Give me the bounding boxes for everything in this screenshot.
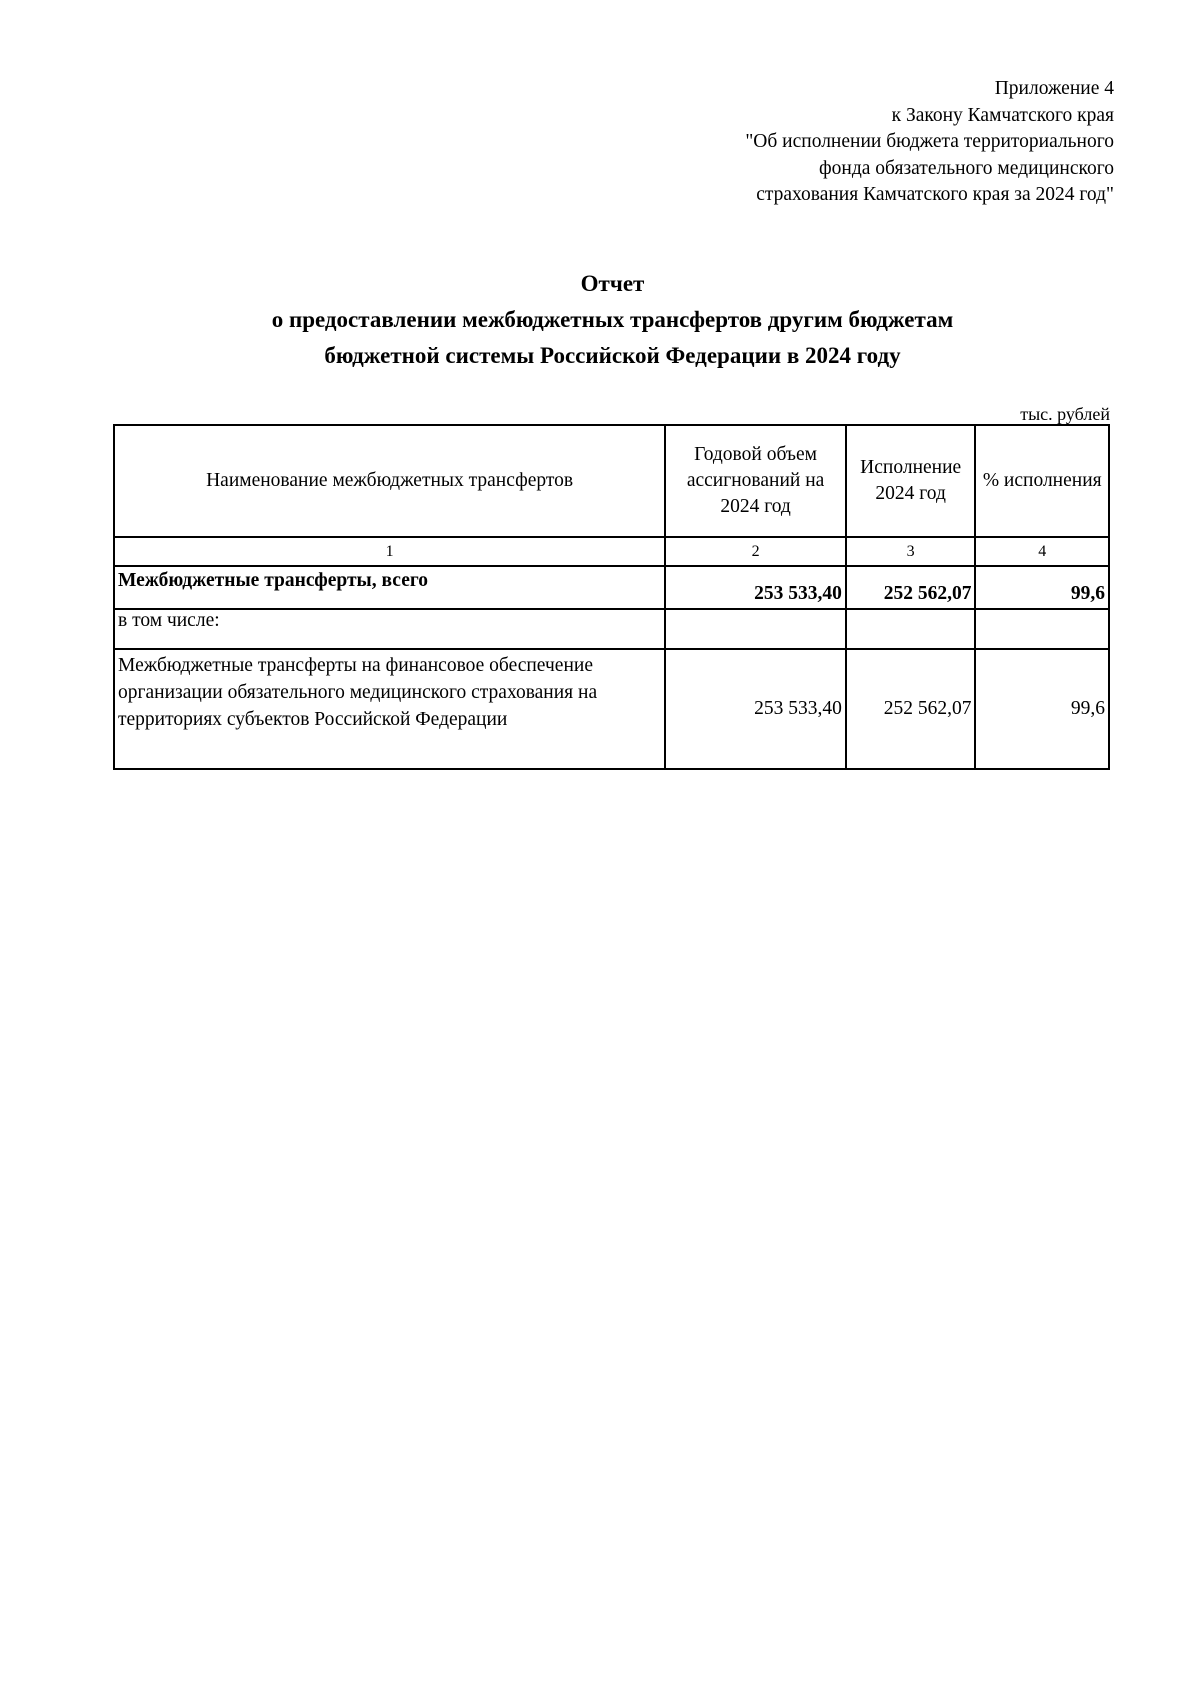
empty-cell [665,609,846,649]
column-number-row [114,537,1109,566]
report-title [110,266,1115,374]
total-planned: 253 533,40 [665,566,846,609]
empty-cell [846,609,976,649]
total-name: Межбюджетные трансферты, всего [114,566,665,609]
table-header-row [114,425,1109,537]
table-row-total [114,566,1109,609]
header-planned: Годовой объем ассигнований на 2024 год [665,425,846,537]
appendix-header [745,76,1114,209]
column-number: 4 [975,537,1109,566]
transfers-table [113,424,1110,770]
title-line-3: бюджетной системы Российской Федерации в 2024 году [324,343,901,368]
empty-cell [975,609,1109,649]
table-row-subheading [114,609,1109,649]
item-name: Межбюджетные трансферты на финансовое обеспечение организации обязательного медицинского страхования на территориях субъектов Российской Федерации [114,649,665,769]
column-number: 1 [114,537,665,566]
total-percent: 99,6 [975,566,1109,609]
subheading-label: в том числе: [114,609,665,649]
item-planned: 253 533,40 [665,649,846,769]
units-label: тыс. рублей [1020,404,1110,424]
table-row [114,649,1109,769]
appendix-line: фонда обязательного медицинского [819,157,1114,179]
appendix-line: Приложение 4 [994,78,1114,99]
header-executed: Исполнение 2024 год [846,425,976,537]
title-line-2: о предоставлении межбюджетных трансфертов другим бюджетам [271,307,954,332]
appendix-line: страхования Камчатского края за 2024 год" [756,184,1114,205]
header-name: Наименование межбюджетных трансфертов [114,425,665,537]
item-executed: 252 562,07 [846,649,976,769]
appendix-line: "Об исполнении бюджета территориального [745,131,1114,152]
item-percent: 99,6 [975,649,1109,769]
column-number: 3 [846,537,976,566]
total-executed: 252 562,07 [846,566,976,609]
appendix-line: к Закону Камчатского края [891,104,1114,126]
column-number: 2 [665,537,846,566]
title-line-1: Отчет [580,271,645,296]
header-percent: % исполнения [975,425,1109,537]
